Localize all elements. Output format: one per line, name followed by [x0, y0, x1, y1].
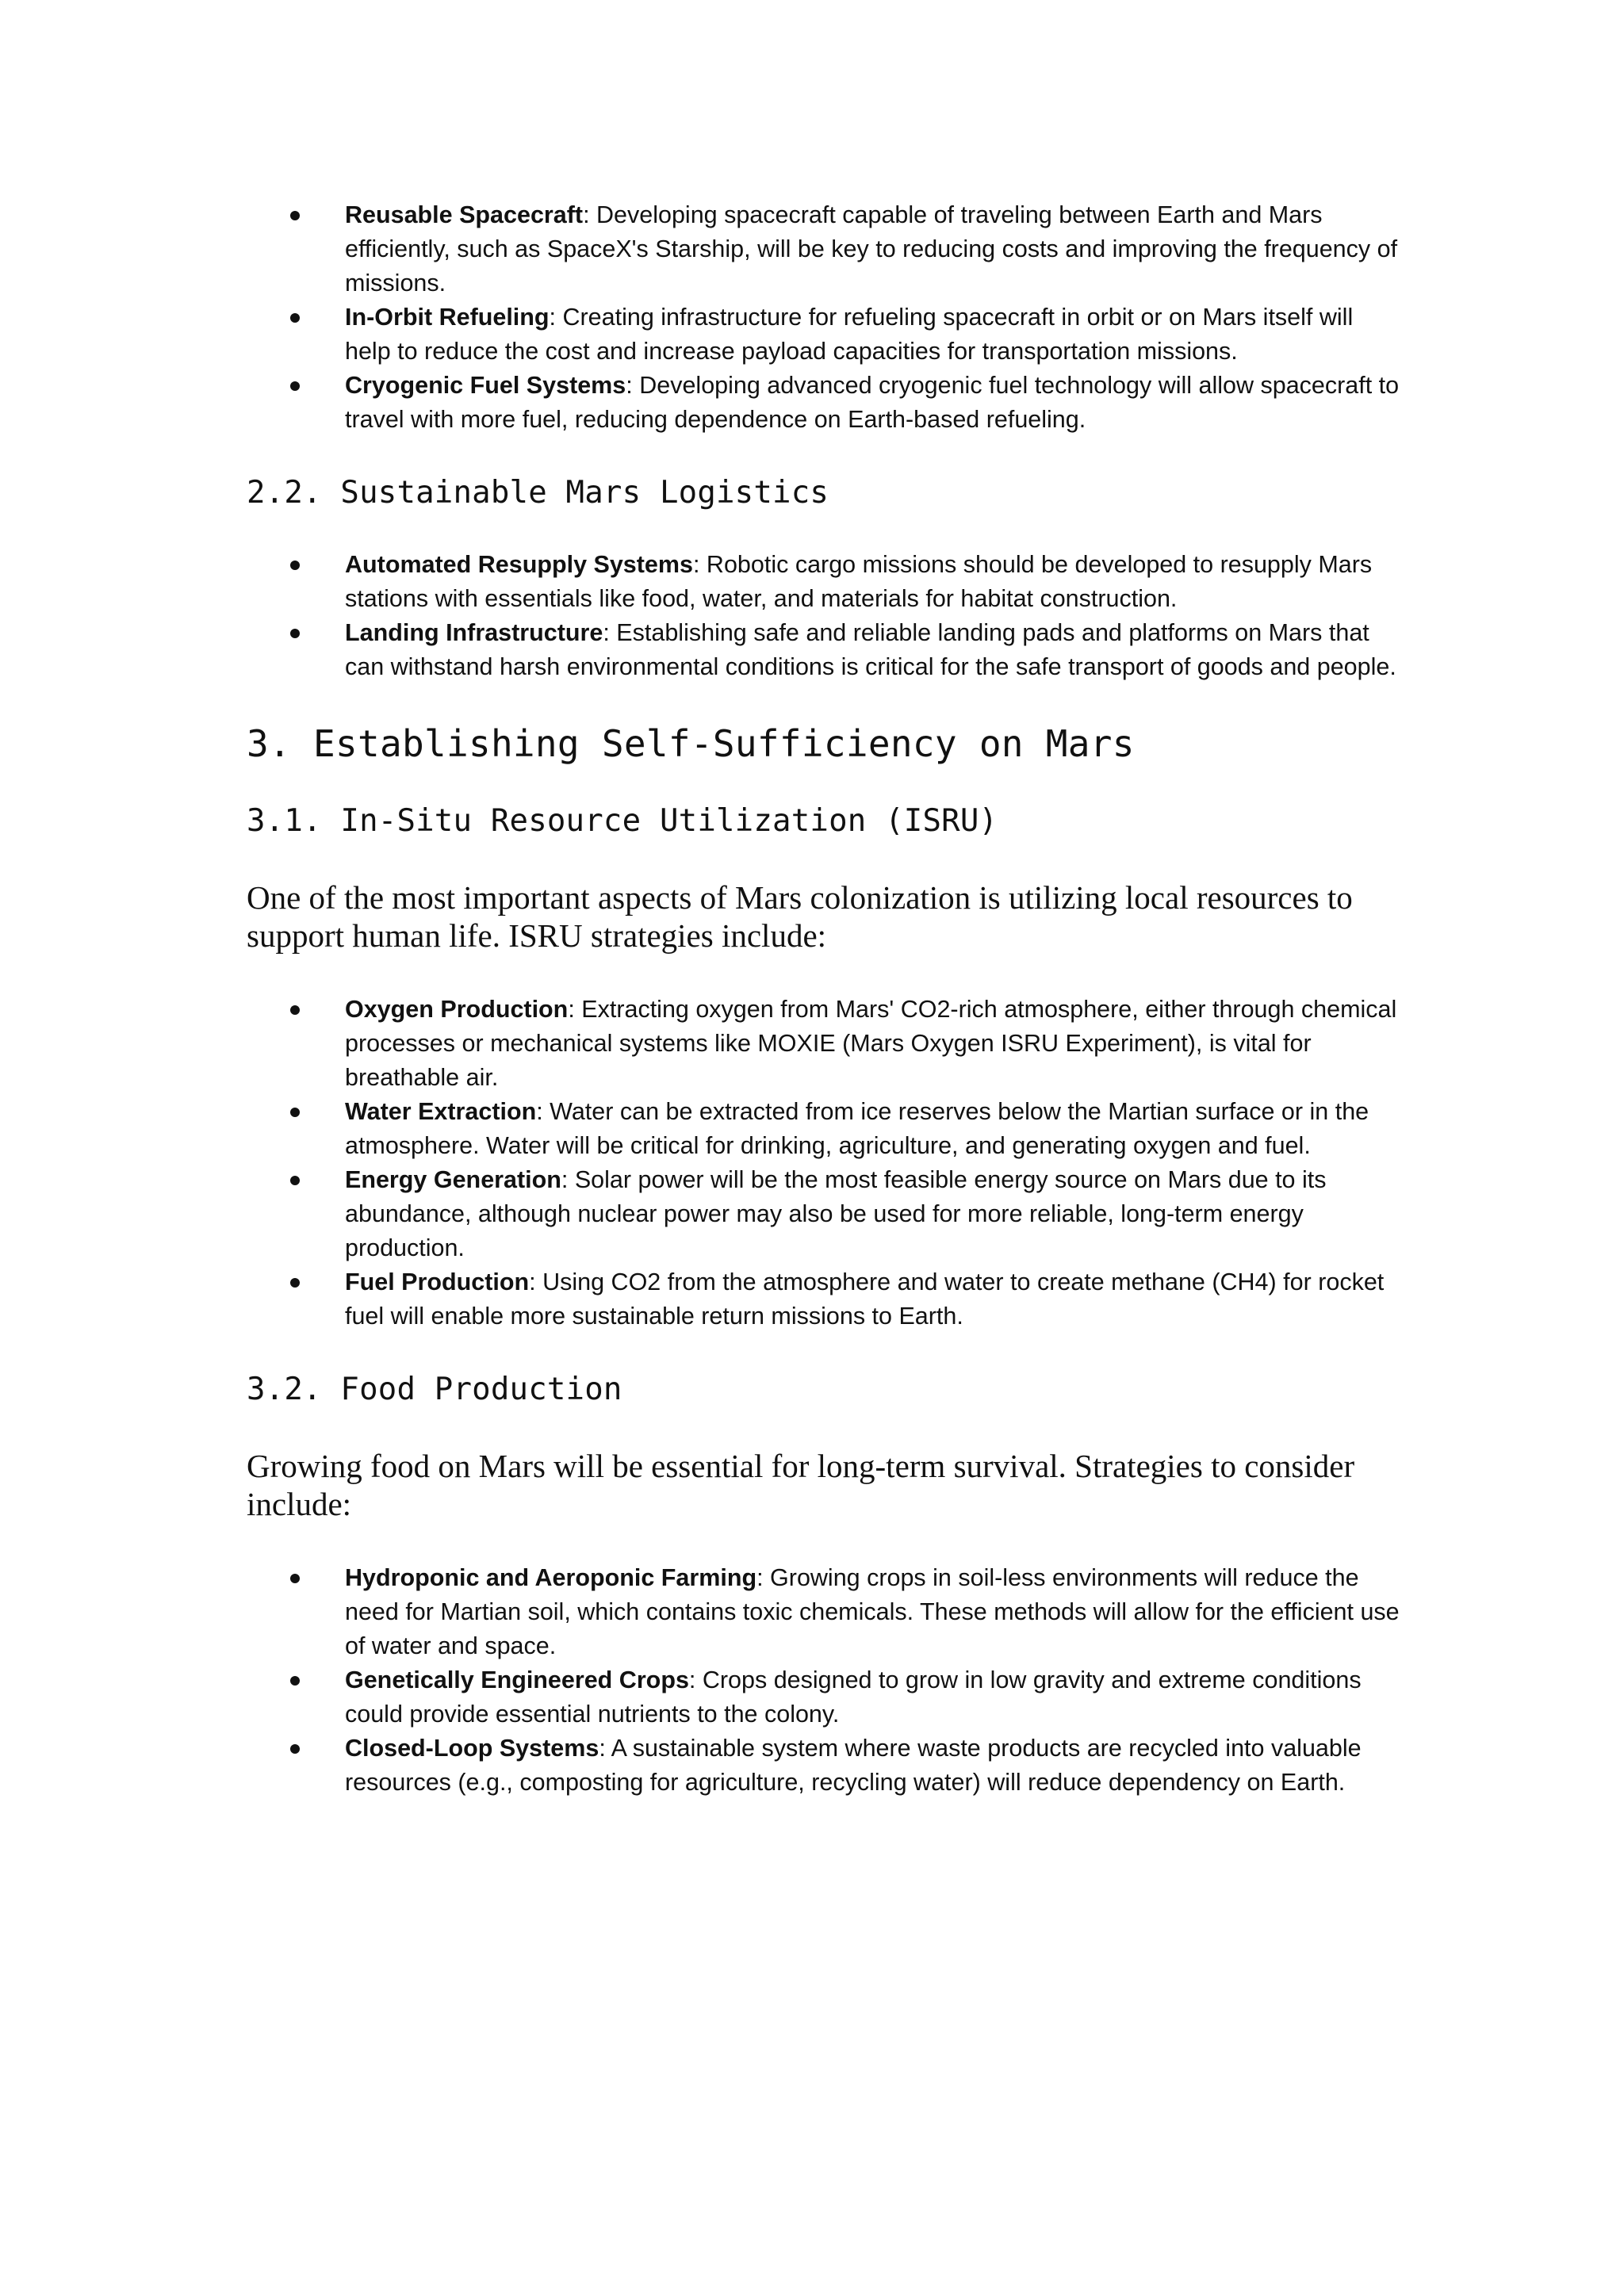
- list-item-term: Energy Generation: [345, 1166, 561, 1193]
- list-item-term: Closed-Loop Systems: [345, 1735, 599, 1762]
- bullet-icon: [290, 1176, 300, 1185]
- transport-list: [247, 198, 1404, 437]
- bullet-icon: [290, 313, 300, 323]
- bullet-icon: [290, 561, 300, 570]
- list-item-term: Genetically Engineered Crops: [345, 1667, 689, 1693]
- logistics-list: [247, 548, 1404, 684]
- bullet-icon: [290, 1005, 300, 1015]
- page-content: [247, 198, 1404, 1800]
- bullet-icon: [290, 1574, 300, 1583]
- list-item: [345, 369, 1404, 437]
- section-heading-3-1: 3.1. In-Situ Resource Utilization (ISRU): [247, 803, 998, 839]
- bullet-icon: [290, 1744, 300, 1754]
- list-item-text: : Solar power will be the most feasible energy source on Mars due to its abundance, although nuclear power may also be used for more reliable, long-term energy production.: [345, 1166, 1327, 1261]
- bullet-icon: [290, 1676, 300, 1686]
- list-item-text: : Developing advanced cryogenic fuel technology will allow spacecraft to travel with more fuel, reducing dependence on Earth-based refueling.: [345, 372, 1400, 433]
- list-item-term: Water Extraction: [345, 1098, 537, 1125]
- bullet-icon: [290, 629, 300, 638]
- list-item-term: Oxygen Production: [345, 996, 569, 1023]
- list-item-term: In-Orbit Refueling: [345, 304, 550, 331]
- list-item-text: : Robotic cargo missions should be developed to resupply Mars stations with essentials like food, water, and materials for habitat construction.: [345, 551, 1373, 612]
- list-item-text: : Crops designed to grow in low gravity and extreme conditions could provide essential nutrients to the colony.: [345, 1667, 1362, 1728]
- list-item: [345, 300, 1404, 369]
- food-list: [247, 1561, 1404, 1800]
- list-item-text: : Growing crops in soil-less environments will reduce the need for Martian soil, which contains toxic chemicals. These methods will allow for the efficient use of water and space.: [345, 1564, 1400, 1659]
- list-item-term: Landing Infrastructure: [345, 619, 603, 646]
- list-item: [345, 1163, 1404, 1265]
- bullet-icon: [290, 1108, 300, 1117]
- list-item: [345, 993, 1404, 1095]
- bullet-icon: [290, 381, 300, 391]
- list-item-term: Automated Resupply Systems: [345, 551, 693, 578]
- list-item-text: : Establishing safe and reliable landing pads and platforms on Mars that can withstand harsh environmental conditions is critical for the safe transport of goods and people.: [345, 619, 1396, 680]
- list-item: [345, 198, 1404, 300]
- list-item-text: : A sustainable system where waste products are recycled into valuable resources (e.g., composting for agriculture, recycling water) will reduce dependency on Earth.: [345, 1735, 1362, 1796]
- list-item-text: : Using CO2 from the atmosphere and water to create methane (CH4) for rocket fuel will enable more sustainable return missions to Earth.: [345, 1269, 1385, 1330]
- isru-list: [247, 993, 1404, 1334]
- list-item-text: : Extracting oxygen from Mars' CO2-rich atmosphere, either through chemical processes or mechanical systems like MOXIE (Mars Oxygen ISRU Experiment), is vital for breathable air.: [345, 996, 1397, 1091]
- list-item: [345, 1561, 1404, 1663]
- list-item: [345, 548, 1404, 616]
- list-item-term: Reusable Spacecraft: [345, 201, 584, 228]
- list-item-term: Hydroponic and Aeroponic Farming: [345, 1564, 757, 1591]
- list-item-term: Cryogenic Fuel Systems: [345, 372, 626, 399]
- list-item: [345, 1265, 1404, 1334]
- list-item-term: Fuel Production: [345, 1269, 530, 1295]
- section-heading-3-2: 3.2. Food Production: [247, 1372, 622, 1407]
- isru-intro-paragraph: One of the most important aspects of Mars colonization is utilizing local resources to support human life. ISRU strategies include:: [247, 879, 1353, 954]
- list-item-text: : Developing spacecraft capable of traveling between Earth and Mars efficiently, such as SpaceX's Starship, will be key to reducing costs and improving the frequency of missions.: [345, 201, 1398, 297]
- food-intro-paragraph: Growing food on Mars will be essential for long-term survival. Strategies to consider include:: [247, 1448, 1355, 1522]
- list-item-text: : Water can be extracted from ice reserves below the Martian surface or in the atmosphere. Water will be critical for drinking, agriculture, and generating oxygen and fuel.: [345, 1098, 1369, 1159]
- list-item: [345, 1663, 1404, 1732]
- section-heading-3: 3. Establishing Self-Sufficiency on Mars: [247, 722, 1135, 765]
- list-item: [345, 1732, 1404, 1800]
- section-heading-2-2: 2.2. Sustainable Mars Logistics: [247, 475, 829, 511]
- list-item: [345, 1095, 1404, 1163]
- list-item: [345, 616, 1404, 684]
- bullet-icon: [290, 211, 300, 220]
- bullet-icon: [290, 1278, 300, 1288]
- list-item-text: : Creating infrastructure for refueling spacecraft in orbit or on Mars itself will help to reduce the cost and increase payload capacities for transportation missions.: [345, 304, 1354, 365]
